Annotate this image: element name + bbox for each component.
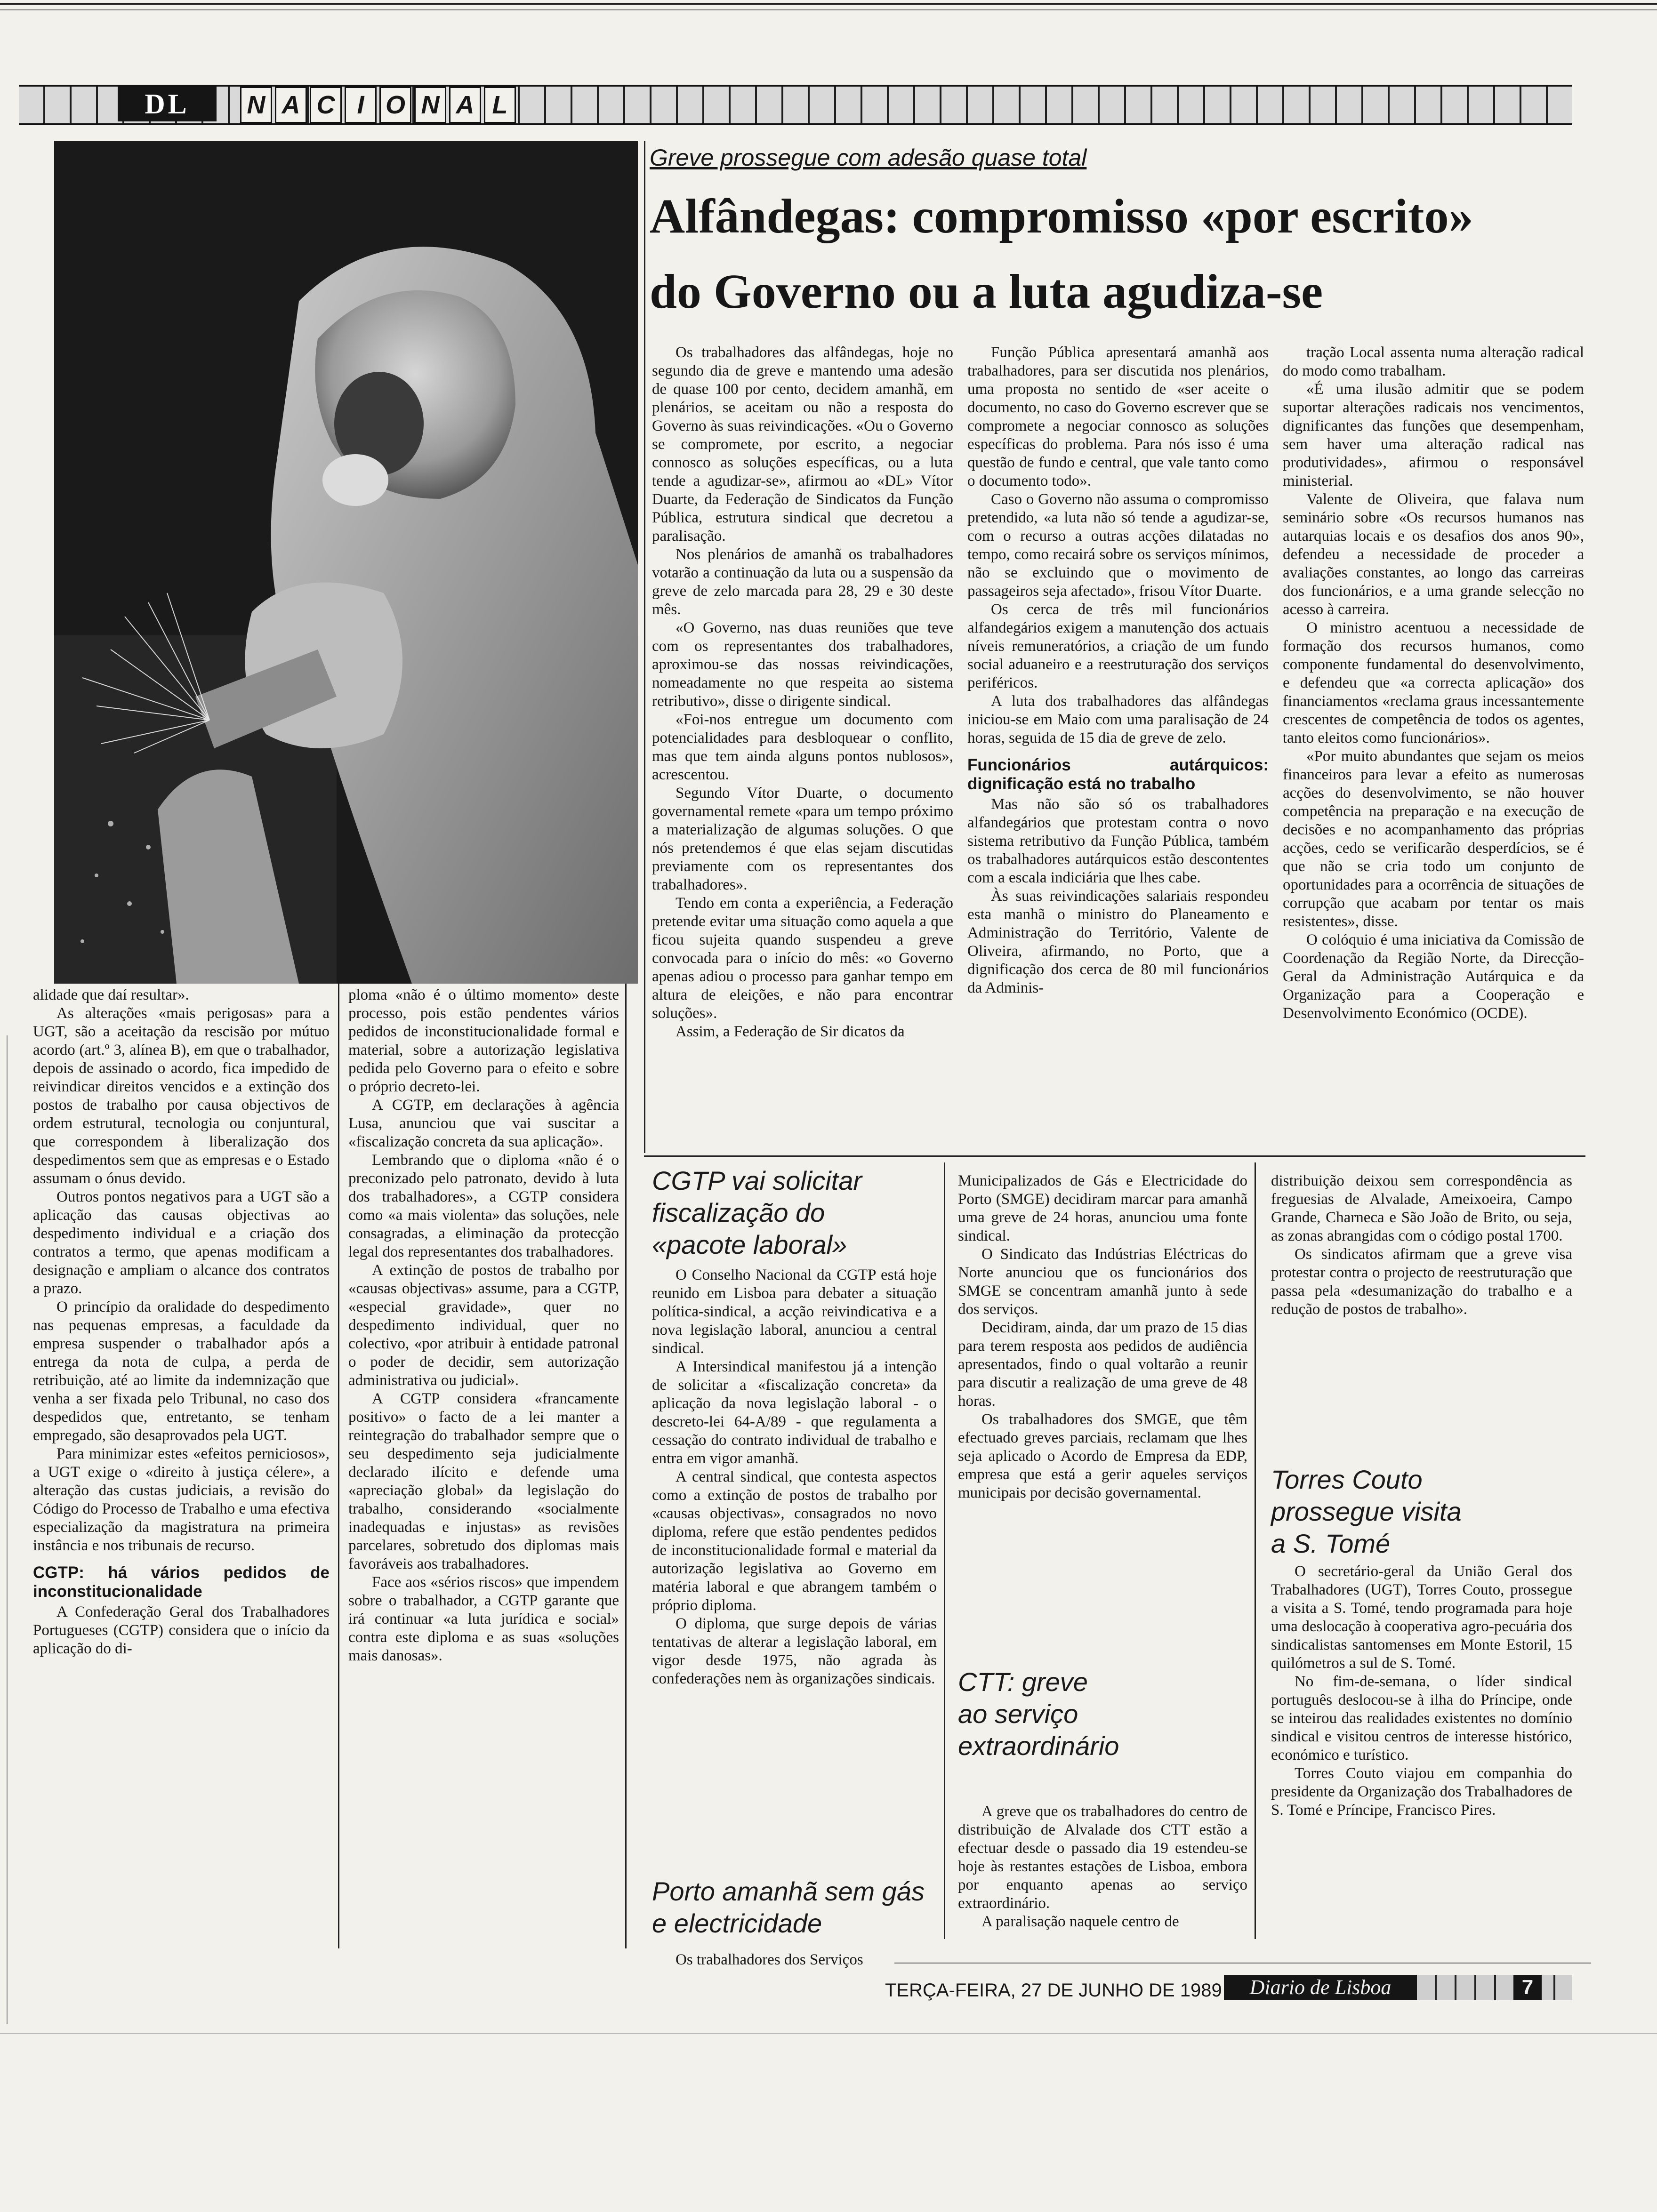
section-letter: A: [449, 87, 481, 123]
paragraph: A Intersindical manifestou já a intenção de solicitar a «fiscalização concreta» da aplicação da nova legislação laboral - o descreto-lei 64-A/89 - que regulamenta a cessação do contrato individual de trabalho e entra em vigor amanhã.: [652, 1358, 937, 1467]
paragraph: Função Pública apresentará amanhã aos trabalhadores, para ser discutida nos plenários, uma proposta no sentido de «ser aceite o documento, no caso do Governo escrever que se compromete a negociar connosco as soluções específicas do problema. Para nós isso é uma questão de fundo e central, que vale tanto como o documento todo».: [967, 344, 1269, 489]
ugt-column-2: [348, 986, 619, 1956]
paragraph: A CGTP, em declarações à agência Lusa, anunciou que vai suscitar a «fiscalização concreta da sua aplicação».: [348, 1097, 619, 1150]
cgtp-body: [652, 1266, 937, 1864]
lead-headline-line2: do Governo ou a luta agudiza-se: [650, 264, 1323, 319]
paragraph: O secretário-geral da União Geral dos Trabalhadores (UGT), Torres Couto, prossegue a visita a S. Tomé, tendo programada para hoje uma deslocação à cooperativa agro-pecuária dos sindicalistas santomenses em Monte Estoril, 15 quilómetros a sul de S. Tomé.: [1271, 1563, 1572, 1672]
paragraph: distribuição deixou sem correspondência as freguesias de Alvalade, Ameixoeira, Campo Grande, Charneca e São João de Brito, ou seja, as zonas abrangidas com o código postal 1700.: [1271, 1172, 1572, 1244]
paragraph: Às suas reivindicações salariais respondeu esta manhã o ministro do Planeamento e Administração do Território, Valente de Oliveira, afirmando, no Porto, que a dignificação dos cerca de 80 mil funcionários da Adminis-: [967, 888, 1269, 996]
dl-logo: DL: [118, 87, 217, 121]
paragraph: O colóquio é uma iniciativa da Comissão de Coordenação da Região Norte, da Direcção-Geral da Administração Autárquica e da Organização para a Cooperação e Desenvolvimento Económico (OCDE).: [1283, 931, 1584, 1022]
paragraph: «É uma ilusão admitir que se podem suportar alterações radicais nos vencimentos, dignificantes das funções que desempenham, sem haver uma alteração radical nas produtividades», afirmou o responsável ministerial.: [1283, 381, 1584, 489]
paragraph: «Foi-nos entregue um documento com potencialidades para desbloquear o conflito, mas que tem ainda alguns pontos nublosos», acrescentou.: [652, 711, 953, 783]
column-rule: [644, 141, 645, 1153]
paragraph: O Sindicato das Indústrias Eléctricas do Norte anunciou que os funcionários dos SMGE se concentram amanhã junto à sede dos serviços.: [958, 1246, 1247, 1318]
paragraph: A CGTP considera «francamente positivo» o facto de a lei manter a reintegração do trabalhador sempre que o seu despedimento seja judicialmente declarado ilícito e defende uma «apreciação global» da legislação do trabalho, considerando «socialmente inadequadas e injustas» as revisões parcelares, sobretudo dos diplomas mais favoráveis aos trabalhadores.: [348, 1390, 619, 1572]
paragraph: A greve que os trabalhadores do centro de distribuição de Alvalade dos CTT estão a efectuar desde o passado dia 19 estendeu-se hoje às restantes estações de Lisboa, embora por enquanto apenas ao serviço extraordinário.: [958, 1803, 1247, 1912]
news-photo-worker-grinding: [54, 141, 638, 984]
section-letter: I: [345, 87, 377, 123]
paragraph: Decidiram, ainda, dar um prazo de 15 dias para terem resposta aos pedidos de audiência apresentados, findo o qual voltarão a reunir para discutir a realização de uma greve de 48 horas.: [958, 1319, 1247, 1410]
paragraph: Para minimizar estes «efeitos perniciosos», a UGT exige o «direito à justiça célere», a alteração das custas judiciais, a revisão do Código do Processo de Trabalho e uma efectiva especialização da magistratura na primeira instância e nos tribunais de recurso.: [33, 1445, 330, 1554]
paragraph: Assim, a Federação de Sir dicatos da: [676, 1023, 905, 1040]
paragraph: A luta dos trabalhadores das alfândegas iniciou-se em Maio com uma paralisação de 24 horas, seguida de 15 dia de greve de zelo.: [967, 693, 1269, 746]
ctt-headline: CTT: greve ao serviço extraordinário: [958, 1667, 1119, 1761]
section-divider: [644, 1155, 1585, 1157]
scan-line: [0, 2033, 1657, 2034]
cgtp-headline: CGTP vai solicitar fiscalização do «pacote laboral»: [652, 1166, 862, 1259]
paragraph: Tendo em conta a experiência, a Federação pretende evitar uma situação como aquela a que ficou sujeita quando suspendeu a greve convocada para o início do mês: «o Governo apenas adiou o processo para ganhar tempo em altura de eleições, e não para encontrar soluções».: [652, 895, 953, 1022]
column-rule: [625, 984, 627, 1948]
section-letter: N: [414, 87, 446, 123]
paragraph: Municipalizados de Gás e Electricidade do Porto (SMGE) decidiram marcar para amanhã uma greve de 24 horas, anunciou uma fonte sindical.: [958, 1172, 1247, 1244]
footer-paper-name: Diario de Lisboa: [1224, 1975, 1417, 2000]
section-letter: N: [240, 87, 272, 123]
paragraph: Os cerca de três mil funcionários alfandegários exigem a manutenção dos actuais níveis remuneratórios, a criação de um fundo social aduaneiro e a reestruturação dos serviços periféricos.: [967, 601, 1269, 691]
paragraph: Outros pontos negativos para a UGT são a aplicação das causas objectivas ao despedimento individual e a criação dos contratos a termo, que apenas modificam a designação e ampliam o alcance dos contratos a prazo.: [33, 1188, 330, 1297]
paragraph: O ministro acentuou a necessidade de formação dos recursos humanos, como componente fundamental do desenvolvimento, e defendeu que «a correcta aplicação» dos financiamentos «reclama graus incessantemente crescentes de competência de todos os agentes, tanto eleitos como funcionários».: [1283, 619, 1584, 746]
lead-column-3: [1283, 344, 1584, 1153]
lead-subhead: Funcionários autárquicos: dignificação está no trabalho: [967, 756, 1269, 793]
top-border-2: [0, 9, 1657, 10]
torres-headline: Torres Couto prossegue visita a S. Tomé: [1271, 1465, 1462, 1558]
section-letter: L: [484, 87, 516, 123]
paragraph: O Conselho Nacional da CGTP está hoje reunido em Lisboa para debater a situação política-sindical, a acção reivindicativa e a nova legislação laboral, anunciou a central sindical.: [652, 1266, 937, 1357]
paragraph: ploma «não é o último momento» deste processo, pois estão pendentes vários pedidos de inconstitucionalidade formal e material, sobre a autorização legislativa pedida pelo Governo para o efeito e sobre o próprio decreto-lei.: [348, 986, 619, 1095]
paragraph: O princípio da oralidade do despedimento nas pequenas empresas, a faculdade da empresa suspender o trabalhador após a entrega da nota de culpa, a perda de retribuição, até ao limite da indemnização que venha a ser fixada pelo Tribunal, no caso dos despedidos que, entretanto, se tenham empregado, são desaprovados pela UGT.: [33, 1298, 330, 1444]
paragraph: A Confederação Geral dos Trabalhadores Portugueses (CGTP) considera que o início da aplicação do di-: [33, 1603, 330, 1657]
ctt-column-2: [1271, 1172, 1572, 1454]
paragraph: Caso o Governo não assuma o compromisso pretendido, «a luta não só tende a agudizar-se, com o recurso a outras acções dilatadas no tempo, como recairá sobre os serviços mínimos, não se excluindo que o movimento de passageiros seja afectado», frisou Vítor Duarte.: [967, 491, 1269, 600]
ugt-column-1: [33, 986, 330, 1956]
column-rule: [1255, 1162, 1256, 1939]
top-border: [0, 3, 1657, 5]
paragraph: tração Local assenta numa alteração radical do modo como trabalham.: [1283, 344, 1584, 379]
photo-illustration: [54, 141, 638, 984]
paragraph: Os trabalhadores das alfândegas, hoje no segundo dia de greve e mantendo uma adesão de quase 100 por cento, decidem amanhã, em plenários, se aceitam ou não a resposta do Governo às suas reivindicações. «Ou o Governo se compromete, por escrito, a negociar connosco as soluções específicas, ou a luta tende a agudizar-se», afirmou ao «DL» Vítor Duarte, da Federação de Sindicatos da Função Pública, estrutura sindical que decretou a paralisação.: [652, 344, 953, 545]
lead-column-1: [652, 344, 953, 1153]
paragraph: «Por muito abundantes que sejam os meios financeiros para levar a efeito as numerosas acções do desenvolvimento, se não houver competência na preparação e na execução de decisões e no acompanhamento das próprias acções, cedo se verificarão desperdícios, se é que não se cria todo um conjunto de oportunidades para a ocorrência de situações de corrupção que acabam por tentar os mais resistentes», disse.: [1283, 748, 1584, 930]
column-rule: [944, 1162, 945, 1939]
ctt-body: [958, 1803, 1247, 1958]
footer-rule: [894, 1963, 1591, 1964]
section-letter: A: [275, 87, 307, 123]
paragraph: Segundo Vítor Duarte, o documento governamental remete «para um tempo próximo a materialização de algumas soluções. O que nós pretendemos é que elas sejam discutidas previamente com os representantes dos trabalhadores».: [652, 785, 953, 893]
paragraph: A central sindical, que contesta aspectos como a extinção de postos de trabalho por «causas objectivas», consagrados no novo diploma, refere que estão pendentes pedidos de inconstitucionalidade formal e material da autorização legislativa ao Governo em matéria laboral e que abrangem também o próprio diploma.: [652, 1468, 937, 1614]
porto-body-start: [652, 1951, 937, 1969]
torres-body: [1271, 1563, 1572, 1958]
paragraph: A extinção de postos de trabalho por «causas objectivas» assume, para a CGTP, «especial gravidade», quer no despedimento individual, quer no colectivo, «por atribuir à entidade patronal o poder de decidir, sem autorização administrativa ou judicial».: [348, 1262, 619, 1389]
lead-kicker: Greve prossegue com adesão quase total: [650, 144, 1087, 171]
column-rule: [338, 984, 339, 1948]
porto-headline: Porto amanhã sem gás e electricidade: [652, 1876, 925, 1938]
paragraph: No fim-de-semana, o líder sindical português deslocou-se à ilha do Príncipe, onde se inteirou das realidades existentes no domínio sindical e visitou centros de interesse histórico, económico e turístico.: [1271, 1673, 1572, 1763]
section-letter: C: [310, 87, 342, 123]
footer-date: TERÇA-FEIRA, 27 DE JUNHO DE 1989: [885, 1980, 1222, 2001]
page-number: 7: [1513, 1975, 1542, 2000]
paragraph: «O Governo, nas duas reuniões que teve com os representantes dos trabalhadores, aproximou-se das nossas reivindicações, nomeadamente no que respeita ao sistema retributivo», disse o dirigente sindical.: [652, 619, 953, 710]
porto-column-2: [958, 1172, 1247, 1643]
ugt-subhead: CGTP: há vários pedidos de inconstitucionalidade: [33, 1563, 330, 1601]
paragraph: alidade que daí resultar».: [33, 986, 189, 1003]
section-letter: O: [379, 87, 411, 123]
paragraph: Mas não são só os trabalhadores alfandegários que protestam contra o novo sistema retributivo da Função Pública, também os trabalhadores autárquicos estão descontentes com a escala indiciária que lhes cabe.: [967, 796, 1269, 886]
paragraph: As alterações «mais perigosas» para a UGT, são a aceitação da rescisão por mútuo acordo (art.º 3, alínea B), em que o trabalhador, depois de assinado o acordo, fica impedido de reivindicar direitos vencidos e a extinção dos postos de trabalho por causa objectivos de ordem estrutural, tecnologia ou conjuntural, que correspondem à liberalização dos despedimentos sem que as empresas e o Estado assumam o ónus devido.: [33, 1005, 330, 1187]
paragraph: A paralisação naquele centro de: [981, 1913, 1179, 1930]
lead-column-2: [967, 344, 1269, 1153]
footer-page-number: [1417, 1975, 1572, 2000]
lead-headline-line1: Alfândegas: compromisso «por escrito»: [650, 189, 1473, 243]
paragraph: Lembrando que o diploma «não é o preconizado pelo patronato, devido à luta dos trabalhadores», a CGTP considera como «a mais violenta» das soluções, nele consagradas, a eliminação da protecção legal dos representantes dos trabalhadores.: [348, 1152, 619, 1260]
paragraph: O diploma, que surge depois de várias tentativas de alterar a legislação laboral, em vigor desde 1975, não agrada às confederações nem às organizações sindicais.: [652, 1615, 937, 1687]
paragraph: Torres Couto viajou em companhia do presidente da Organização dos Trabalhadores de S. Tomé e Príncipe, Francisco Pires.: [1271, 1765, 1572, 1819]
section-title-nacional: [240, 87, 516, 121]
scan-edge: [7, 1035, 8, 2024]
paragraph: Valente de Oliveira, que falava num seminário sobre «Os recursos humanos nas autarquias locais e os desafios dos anos 90», defendeu a necessidade de proceder a avaliações constantes, ao longo das carreiras dos funcionários, e a uma grande selecção no acesso à carreira.: [1283, 491, 1584, 618]
paragraph: Os trabalhadores dos SMGE, que têm efectuado greves parciais, reclamam que lhes seja aplicado o Acordo de Empresa da EDP, empresa que está a gerir aqueles serviços municipais por decisão governamental.: [958, 1411, 1247, 1501]
paragraph: Os trabalhadores dos Serviços: [676, 1951, 863, 1968]
paragraph: Nos plenários de amanhã os trabalhadores votarão a continuação da luta ou a suspensão da greve de zelo marcada para 28, 29 e 30 deste mês.: [652, 546, 953, 618]
paragraph: Face aos «sérios riscos» que impendem sobre o trabalhador, a CGTP garante que irá continuar «a luta jurídica e social» contra este diploma e as suas «soluções mais danosas».: [348, 1574, 619, 1664]
paragraph: Os sindicatos afirmam que a greve visa protestar contra o projecto de reestruturação que passa pela «desumanização do trabalho e a redução de postos de trabalho».: [1271, 1246, 1572, 1318]
